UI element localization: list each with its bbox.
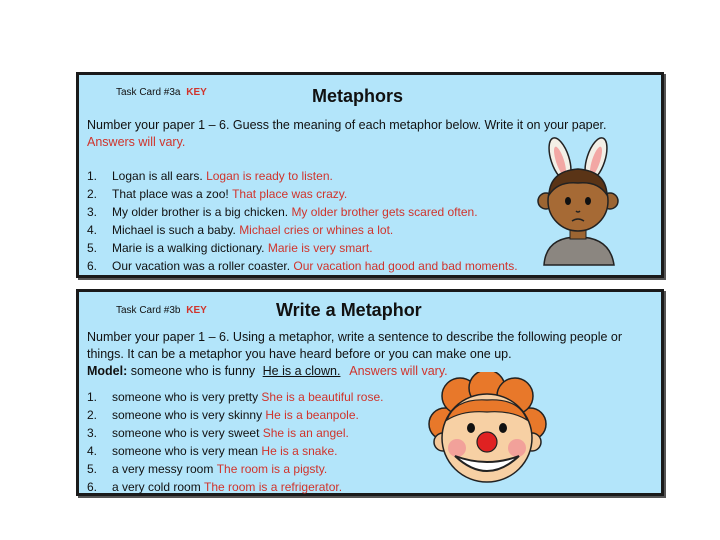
list-item [87,442,383,460]
list-item [87,478,383,496]
task-card-3a [76,72,664,278]
clown-face-illustration [425,372,550,487]
task-card-number: Task Card #3a [116,87,181,98]
item-text: a very cold room [112,480,201,494]
item-answer: The room is a pigsty. [216,462,328,476]
item-number: 3. [87,205,98,219]
item-text: Michael is such a baby. [112,223,236,237]
item-answer: That place was crazy. [232,187,348,201]
item-answer: Logan is ready to listen. [206,169,333,183]
list-item [87,239,518,257]
list-item [87,221,518,239]
item-answer: Michael cries or whines a lot. [239,223,394,237]
item-answer: She is a beautiful rose. [261,390,384,404]
list-item [87,185,518,203]
bunny-ears-kid-illustration [536,137,621,267]
item-answer: He is a snake. [261,444,338,458]
item-number: 4. [87,223,98,237]
instructions-text: Number your paper 1 – 6. Guess the meaning of each metaphor below. Write it on your paper. [87,118,607,132]
card-title: Write a Metaphor [276,300,422,320]
task-card-number: Task Card #3b [116,305,181,316]
item-number: 2. [87,408,98,422]
item-number: 1. [87,390,98,404]
key-label: KEY [186,87,207,98]
item-answer: He is a beanpole. [265,408,359,422]
list-item [87,460,383,478]
answers-note: Answers will vary. [349,364,448,378]
item-number: 5. [87,241,98,255]
item-number: 3. [87,426,98,440]
list-item [87,406,383,424]
item-answer: My older brother gets scared often. [291,205,478,219]
item-answer: The room is a refrigerator. [204,480,343,494]
item-answer: Marie is very smart. [267,241,373,255]
task-card-label [116,305,207,316]
instructions-text: Number your paper 1 – 6. Using a metaphor, write a sentence to describe the following people or things. It can be a metaphor you have heard before or you can make one up. [87,330,623,361]
model-text: someone who is funny [130,364,256,378]
item-text: Logan is all ears. [112,169,203,183]
key-label: KEY [186,305,207,316]
item-number: 5. [87,462,98,476]
task-card-label [116,87,207,98]
item-number: 6. [87,259,98,273]
item-text: Our vacation was a roller coaster. [112,259,291,273]
item-number: 4. [87,444,98,458]
item-text: Marie is a walking dictionary. [112,241,265,255]
metaphor-list [87,167,518,275]
model-example: He is a clown. [262,364,341,378]
list-item [87,424,383,442]
item-text: someone who is very mean [112,444,259,458]
item-number: 1. [87,169,98,183]
list-item [87,388,383,406]
model-label: Model: [87,364,128,378]
item-text: someone who is very sweet [112,426,260,440]
list-item [87,167,518,185]
item-number: 2. [87,187,98,201]
item-answer: She is an angel. [262,426,349,440]
card-title: Metaphors [312,86,404,106]
item-text: someone who is very skinny [112,408,263,422]
answers-note: Answers will vary. [87,135,186,149]
item-text: a very messy room [112,462,214,476]
list-item [87,257,518,275]
item-text: That place was a zoo! [112,187,229,201]
task-card-3b [76,289,664,496]
list-item [87,203,518,221]
prompt-list [87,388,383,496]
item-number: 6. [87,480,98,494]
item-text: someone who is very pretty [112,390,259,404]
item-text: My older brother is a big chicken. [112,205,289,219]
card-instructions [87,329,657,380]
item-answer: Our vacation had good and bad moments. [293,259,518,273]
